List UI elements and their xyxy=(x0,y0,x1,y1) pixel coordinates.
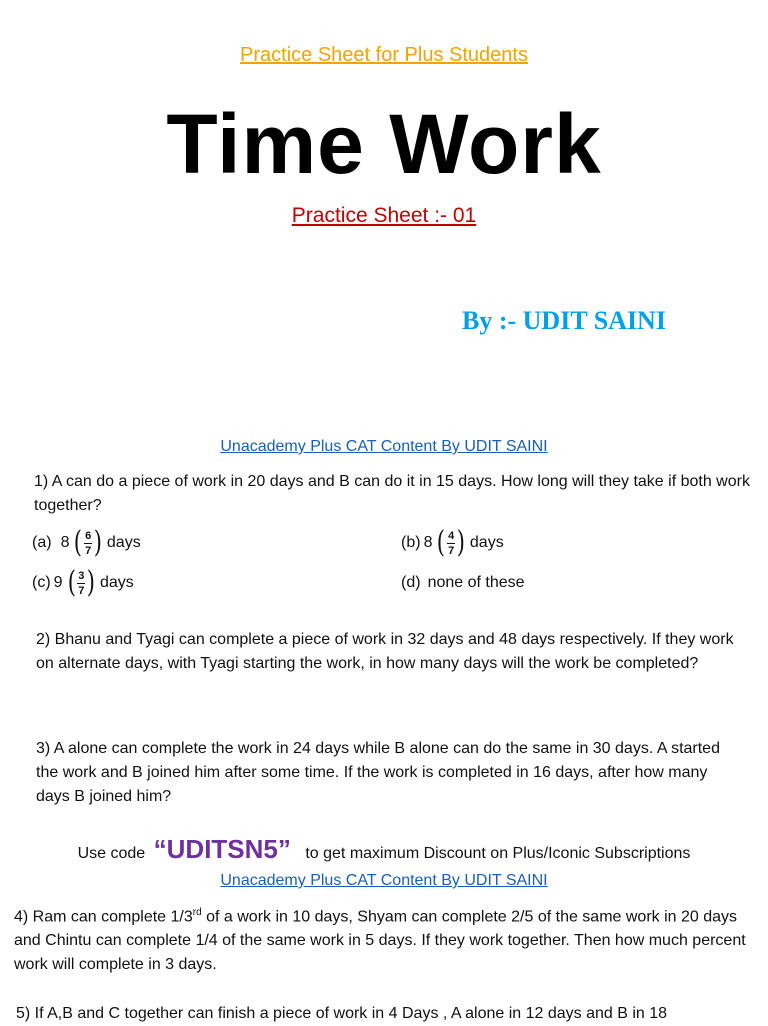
q1-option-b[interactable] xyxy=(401,523,504,563)
code-suffix: to get maximum Discount on Plus/Iconic Subscriptions xyxy=(305,845,691,862)
option-text: none of these xyxy=(427,574,525,591)
option-fraction: ( $\frac{6}{7}$ ) xyxy=(74,525,103,560)
option-unit: days xyxy=(100,574,134,591)
option-fraction: ( $\frac{4}{7}$ ) xyxy=(437,525,466,560)
q1-option-d[interactable] xyxy=(401,563,525,603)
option-whole: 9 xyxy=(53,574,63,591)
question-4: 4) Ram can complete 1/3rd of a work in 10 days, Shyam can complete 2/5 of the same work in 20 days and Chintu can complete 1/4 of the same work in 5 days. If they work together. Then how much percent work will complete in 3 days. xyxy=(14,907,746,974)
question-3: 3) A alone can complete the work in 24 days while B alone can do the same in 30 days. A started the work and B joined him after some time. If the work is completed in 16 days, after how many days B joined him? xyxy=(36,740,720,805)
question-1: 1) A can do a piece of work in 20 days and B can do it in 15 days. How long will they take if both work together? xyxy=(34,473,750,514)
option-label: (a) xyxy=(32,534,52,551)
option-unit: days xyxy=(469,534,504,551)
option-fraction: ( $\frac{3}{7}$ ) xyxy=(67,565,96,600)
option-label: (d) xyxy=(401,574,421,591)
option-whole: 8 xyxy=(60,534,70,551)
option-label: (b) xyxy=(401,534,421,551)
question-2: 2) Bhanu and Tyagi can complete a piece of work in 32 days and 48 days respectively. If they work on alternate days, with Tyagi starting the work, in how many days will the work be completed? xyxy=(36,631,734,672)
q1-option-c[interactable] xyxy=(32,563,134,603)
discount-code-line xyxy=(0,834,768,865)
option-whole: 8 xyxy=(423,534,433,551)
promo-link-bottom[interactable]: Unacademy Plus CAT Content By UDIT SAINI xyxy=(220,872,548,889)
promo-link-top[interactable]: Unacademy Plus CAT Content By UDIT SAINI xyxy=(220,438,548,455)
option-unit: days xyxy=(106,534,141,551)
code-prefix: Use code xyxy=(77,845,146,862)
sheet-subtitle: Practice Sheet for Plus Students xyxy=(240,44,528,66)
q1-option-a[interactable] xyxy=(32,523,141,563)
discount-code: “UDITSN5” xyxy=(153,834,291,864)
page-title: Time Work xyxy=(166,97,602,191)
option-label: (c) xyxy=(32,574,51,591)
question-5: 5) If A,B and C together can finish a piece of work in 4 Days , A alone in 12 days and B in 18 xyxy=(16,1005,668,1022)
author-byline: By :- UDIT SAINI xyxy=(462,306,666,335)
practice-sheet-number: Practice Sheet :- 01 xyxy=(291,204,477,227)
